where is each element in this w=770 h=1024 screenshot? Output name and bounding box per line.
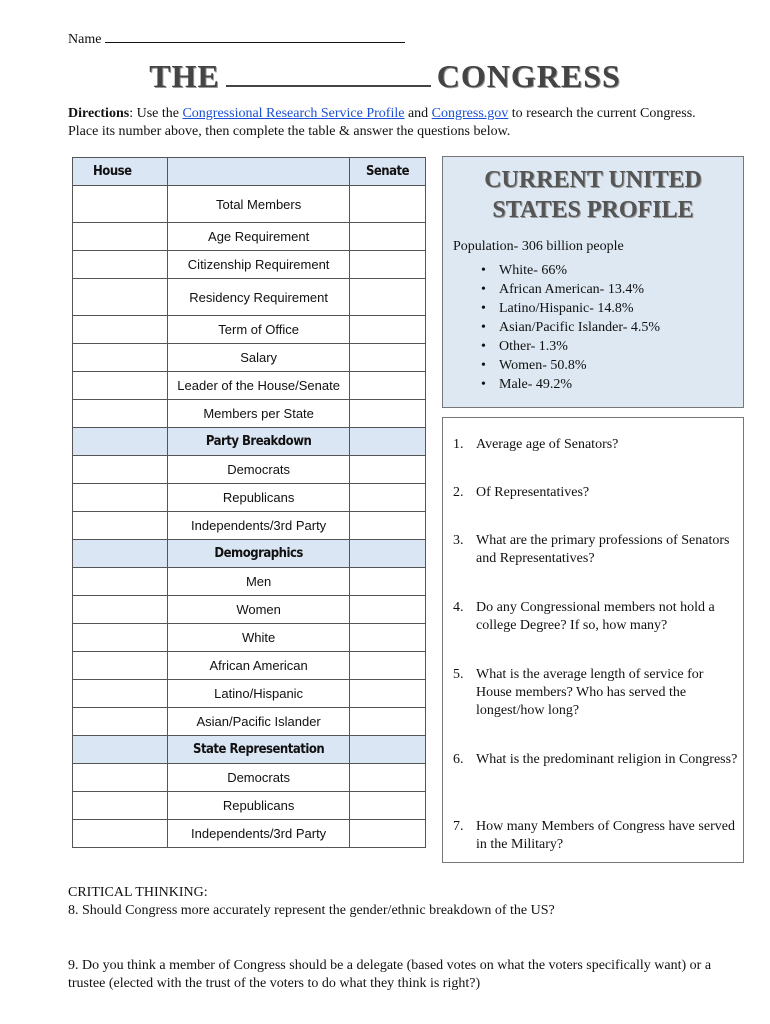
- stat-item: • Women- 50.8%: [481, 358, 660, 377]
- question-2: [453, 484, 738, 502]
- senate-answer-cell: [350, 736, 426, 764]
- row-label: Leader of the House/Senate: [168, 372, 350, 400]
- house-answer-cell[interactable]: [73, 792, 168, 820]
- house-answer-cell[interactable]: [73, 344, 168, 372]
- house-answer-cell[interactable]: [73, 652, 168, 680]
- senate-answer-cell[interactable]: [350, 512, 426, 540]
- row-label: Men: [168, 568, 350, 596]
- table-row: [73, 223, 426, 251]
- table-row: [73, 652, 426, 680]
- house-column-header: House: [73, 158, 168, 186]
- stat-item: • Latino/Hispanic- 14.8%: [481, 301, 660, 320]
- row-label: Term of Office: [168, 316, 350, 344]
- house-answer-cell[interactable]: [73, 680, 168, 708]
- population-text: Population- 306 billion people: [453, 239, 624, 254]
- name-label: Name: [68, 32, 102, 47]
- question-text: Do any Congressional members not hold a college Degree? If so, how many?: [476, 600, 715, 633]
- table-row: [73, 792, 426, 820]
- stat-item: • White- 66%: [481, 263, 660, 282]
- question-number: 1.: [453, 437, 464, 452]
- section-label: Party Breakdown: [168, 428, 350, 456]
- senate-answer-cell[interactable]: [350, 652, 426, 680]
- table-row: [73, 512, 426, 540]
- house-answer-cell[interactable]: [73, 279, 168, 316]
- senate-answer-cell[interactable]: [350, 624, 426, 652]
- title-right: CONGRESS: [436, 58, 621, 94]
- senate-answer-cell[interactable]: [350, 456, 426, 484]
- row-label: Salary: [168, 344, 350, 372]
- senate-answer-cell[interactable]: [350, 344, 426, 372]
- table-row: [73, 344, 426, 372]
- senate-answer-cell[interactable]: [350, 223, 426, 251]
- house-answer-cell[interactable]: [73, 624, 168, 652]
- crs-profile-link[interactable]: Congressional Research Service Profile: [182, 106, 405, 121]
- house-answer-cell[interactable]: [73, 456, 168, 484]
- row-label: Independents/3rd Party: [168, 820, 350, 848]
- house-answer-cell[interactable]: [73, 400, 168, 428]
- question-5: [453, 666, 738, 720]
- table-row: [73, 624, 426, 652]
- table-row: [73, 680, 426, 708]
- question-9: 9. Do you think a member of Congress should be a delegate (based votes on what the voters specifically want) or a trustee (elected with the trust of the voters to do what they think is right?): [68, 958, 712, 991]
- profile-title-line-2: STATES PROFILE: [492, 197, 694, 223]
- question-number: 5.: [453, 667, 464, 682]
- house-answer-cell[interactable]: [73, 596, 168, 624]
- row-label: Asian/Pacific Islander: [168, 708, 350, 736]
- house-answer-cell: [73, 540, 168, 568]
- critical-heading: CRITICAL THINKING:: [68, 885, 208, 900]
- row-label: Democrats: [168, 764, 350, 792]
- table-row: [73, 484, 426, 512]
- table-row: [73, 820, 426, 848]
- table-row: [73, 279, 426, 316]
- question-8: 8. Should Congress more accurately represent the gender/ethnic breakdown of the US?: [68, 903, 555, 918]
- house-answer-cell[interactable]: [73, 186, 168, 223]
- question-text: Average age of Senators?: [476, 437, 619, 452]
- table-row: [73, 764, 426, 792]
- senate-answer-cell[interactable]: [350, 596, 426, 624]
- question-4: [453, 599, 738, 635]
- house-answer-cell[interactable]: [73, 820, 168, 848]
- us-profile-box: [442, 156, 744, 408]
- table-section-row: [73, 736, 426, 764]
- table-section-row: [73, 540, 426, 568]
- row-label: Total Members: [168, 186, 350, 223]
- senate-answer-cell[interactable]: [350, 568, 426, 596]
- row-label: Members per State: [168, 400, 350, 428]
- congress-gov-link[interactable]: Congress.gov: [431, 106, 509, 121]
- house-answer-cell[interactable]: [73, 372, 168, 400]
- header-blank: [168, 158, 350, 186]
- question-number: 7.: [453, 819, 464, 834]
- question-text: What is the predominant religion in Congress?: [476, 752, 738, 767]
- house-answer-cell[interactable]: [73, 484, 168, 512]
- directions-text-1: : Use the: [129, 106, 183, 121]
- house-answer-cell[interactable]: [73, 568, 168, 596]
- senate-answer-cell[interactable]: [350, 400, 426, 428]
- row-label: Democrats: [168, 456, 350, 484]
- question-text: What is the average length of service for House members? Who has served the longest/how long?: [476, 667, 704, 718]
- demographic-stats-list: [481, 263, 660, 396]
- house-answer-cell[interactable]: [73, 251, 168, 279]
- house-answer-cell: [73, 736, 168, 764]
- senate-answer-cell[interactable]: [350, 186, 426, 223]
- senate-answer-cell[interactable]: [350, 708, 426, 736]
- question-7: [453, 818, 738, 854]
- row-label: African American: [168, 652, 350, 680]
- title-left: THE: [149, 58, 220, 94]
- senate-answer-cell[interactable]: [350, 279, 426, 316]
- senate-answer-cell[interactable]: [350, 316, 426, 344]
- table-row: [73, 316, 426, 344]
- section-label: Demographics: [168, 540, 350, 568]
- senate-answer-cell[interactable]: [350, 764, 426, 792]
- profile-title-line-1: CURRENT UNITED: [484, 167, 702, 193]
- page-title: [0, 58, 770, 95]
- question-text: What are the primary professions of Senators and Representatives?: [476, 533, 730, 566]
- house-answer-cell[interactable]: [73, 512, 168, 540]
- directions-label: Directions: [68, 106, 130, 121]
- comparison-table: [72, 157, 426, 848]
- stat-item: • Asian/Pacific Islander- 4.5%: [481, 320, 660, 339]
- table-header-row: [73, 158, 426, 186]
- table-row: [73, 596, 426, 624]
- table-row: [73, 456, 426, 484]
- senate-answer-cell[interactable]: [350, 820, 426, 848]
- house-answer-cell[interactable]: [73, 223, 168, 251]
- question-3: [453, 532, 738, 568]
- congress-number-blank[interactable]: [226, 63, 431, 87]
- table-row: [73, 186, 426, 223]
- table-section-row: [73, 428, 426, 456]
- senate-answer-cell[interactable]: [350, 680, 426, 708]
- row-label: Women: [168, 596, 350, 624]
- name-field[interactable]: [68, 30, 405, 48]
- question-text: Of Representatives?: [476, 485, 590, 500]
- question-text: How many Members of Congress have served in the Military?: [476, 819, 735, 852]
- stat-item: • Male- 49.2%: [481, 377, 660, 396]
- house-answer-cell[interactable]: [73, 316, 168, 344]
- house-answer-cell[interactable]: [73, 708, 168, 736]
- table-row: [73, 372, 426, 400]
- row-label: Citizenship Requirement: [168, 251, 350, 279]
- question-number: 3.: [453, 533, 464, 548]
- stat-item: • African American- 13.4%: [481, 282, 660, 301]
- critical-thinking: [68, 884, 728, 920]
- house-answer-cell: [73, 428, 168, 456]
- table-row: [73, 708, 426, 736]
- section-label: State Representation: [168, 736, 350, 764]
- senate-answer-cell[interactable]: [350, 372, 426, 400]
- question-1: [453, 436, 738, 454]
- row-label: Independents/3rd Party: [168, 512, 350, 540]
- table-row: [73, 568, 426, 596]
- profile-title: [443, 165, 743, 225]
- row-label: Age Requirement: [168, 223, 350, 251]
- senate-column-header: Senate: [350, 158, 426, 186]
- stat-item: • Other- 1.3%: [481, 339, 660, 358]
- row-label: Republicans: [168, 792, 350, 820]
- row-label: Latino/Hispanic: [168, 680, 350, 708]
- senate-answer-cell: [350, 540, 426, 568]
- directions-text-3: to research the current Congress. Place its number above, then complete the table & answer the questions below.: [68, 106, 696, 139]
- senate-answer-cell: [350, 428, 426, 456]
- questions-box: [442, 417, 744, 863]
- question-number: 4.: [453, 600, 464, 615]
- question-6: [453, 751, 738, 769]
- row-label: Residency Requirement: [168, 279, 350, 316]
- table-row: [73, 251, 426, 279]
- senate-answer-cell[interactable]: [350, 484, 426, 512]
- senate-answer-cell[interactable]: [350, 792, 426, 820]
- row-label: Republicans: [168, 484, 350, 512]
- question-number: 6.: [453, 752, 464, 767]
- directions: [68, 105, 708, 141]
- table-row: [73, 400, 426, 428]
- senate-answer-cell[interactable]: [350, 251, 426, 279]
- name-blank[interactable]: [105, 30, 405, 43]
- question-number: 2.: [453, 485, 464, 500]
- directions-text-2: and: [404, 106, 432, 121]
- row-label: White: [168, 624, 350, 652]
- house-answer-cell[interactable]: [73, 764, 168, 792]
